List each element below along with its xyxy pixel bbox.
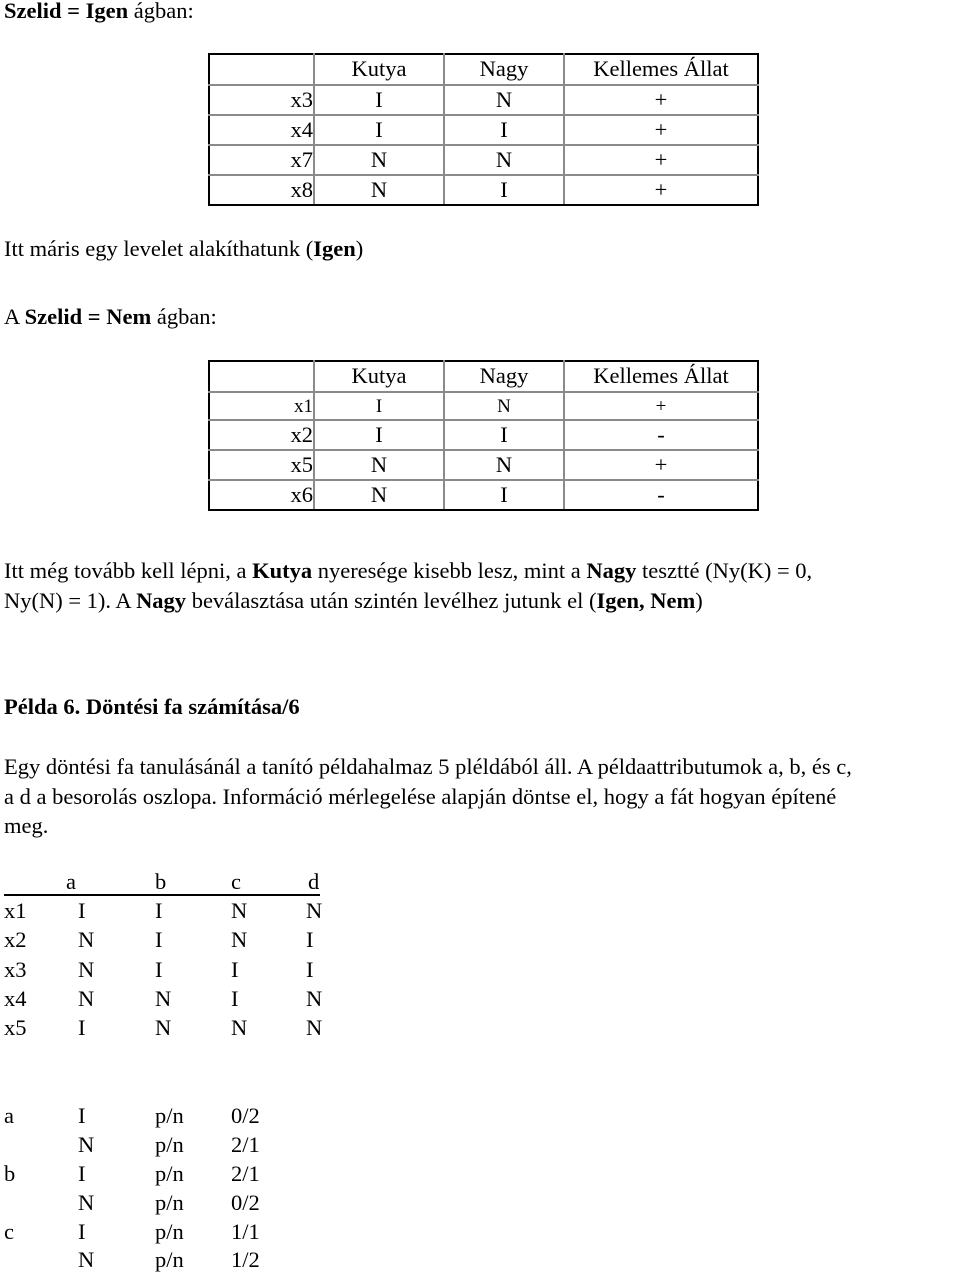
explanation-line-1 [4, 556, 812, 585]
pn-count: 1/1 [231, 1219, 260, 1244]
header-cell [209, 54, 314, 85]
table-cell: x5 [4, 1015, 27, 1040]
table-cell: I [444, 175, 564, 205]
header-cell: Kellemes Állat [564, 361, 758, 392]
table-cell: N [78, 927, 95, 952]
table-cell: I [444, 420, 564, 450]
leaf-values: Igen, Nem [596, 588, 696, 613]
leaf-sentence-start: Itt máris egy levelet alakíthatunk ( [4, 236, 314, 261]
table-cell: N [155, 986, 172, 1011]
text-run: Itt még tovább kell lépni, a [4, 558, 253, 583]
table-cell: N [444, 450, 564, 480]
table-cell: N [314, 450, 444, 480]
nem-branch-prefix: A [4, 304, 25, 329]
table-cell: N [314, 480, 444, 510]
pn-label: p/n [155, 1103, 184, 1128]
nagy-term: Nagy [136, 588, 187, 613]
header-cell: Kutya [314, 54, 444, 85]
table-cell: N [78, 986, 95, 1011]
nem-branch-suffix: ágban: [151, 304, 217, 329]
nem-branch-heading [4, 302, 217, 331]
table-cell: N [306, 986, 323, 1011]
value-cell: N [78, 1190, 95, 1215]
table-cell: x4 [209, 115, 314, 145]
table-cell: N [444, 392, 564, 420]
pn-label: p/n [155, 1247, 184, 1272]
table-cell: I [78, 898, 86, 923]
header-cell: Kutya [314, 361, 444, 392]
table-cell: I [314, 85, 444, 115]
table-cell: I [314, 392, 444, 420]
table-cell: I [231, 986, 239, 1011]
table-header-row [209, 54, 758, 85]
table-cell: + [564, 85, 758, 115]
text-run: beválasztása után szintén levélhez jutunk el ( [186, 588, 597, 613]
value-cell: I [78, 1161, 86, 1186]
table-cell: I [314, 420, 444, 450]
value-cell: N [78, 1247, 95, 1272]
table-cell: N [231, 898, 248, 923]
table-row [209, 85, 758, 115]
table-cell: x1 [209, 392, 314, 420]
table-cell: + [564, 450, 758, 480]
table-cell: + [564, 115, 758, 145]
header-cell: Kellemes Állat [564, 54, 758, 85]
text-run: Ny(N) = 1). A [4, 588, 137, 613]
table-cell: N [155, 1015, 172, 1040]
pn-label: p/n [155, 1190, 184, 1215]
table-cell: N [306, 898, 323, 923]
table-row [209, 480, 758, 510]
header-cell: d [308, 869, 320, 894]
pn-count: 2/1 [231, 1132, 260, 1157]
table-cell: x3 [209, 85, 314, 115]
table-row [209, 392, 758, 420]
explanation-line-2 [4, 586, 703, 615]
table-cell: N [314, 145, 444, 175]
table-row [209, 115, 758, 145]
header-cell: a [66, 869, 76, 894]
table-cell: x6 [209, 480, 314, 510]
table-cell: N [231, 927, 248, 952]
header-cell: c [231, 869, 241, 894]
leaf-sentence-end: ) [355, 236, 364, 261]
table-cell: I [155, 957, 163, 982]
table-row [209, 145, 758, 175]
table-cell: x2 [4, 927, 27, 952]
table-cell: x1 [4, 898, 27, 923]
value-cell: I [78, 1103, 86, 1128]
task-line-1: Egy döntési fa tanulásánál a tanító példahalmaz 5 pléldából áll. A példaattributumok a, b, és c, [4, 754, 852, 779]
igen-branch-table [208, 53, 759, 206]
table-row [209, 420, 758, 450]
table-cell: I [314, 115, 444, 145]
leaf-sentence [4, 234, 363, 263]
table-cell: N [444, 85, 564, 115]
table-cell: I [155, 898, 163, 923]
table-cell: N [231, 1015, 248, 1040]
text-run: nyeresége kisebb lesz, mint a [312, 558, 587, 583]
table-row [209, 450, 758, 480]
leaf-value: Igen [313, 236, 356, 261]
table-cell: - [564, 420, 758, 450]
table-cell: x7 [209, 145, 314, 175]
table-cell: I [306, 927, 314, 952]
pn-label: p/n [155, 1132, 184, 1157]
table-cell: N [306, 1015, 323, 1040]
text-run: ) [695, 588, 703, 613]
table-cell: N [314, 175, 444, 205]
task-line-2: a d a besorolás oszlopa. Információ mérlegelése alapján döntse el, hogy a fát hogyan építené [4, 784, 837, 809]
task-line-3: meg. [4, 813, 49, 838]
table-cell: I [155, 927, 163, 952]
igen-branch-suffix: ágban: [128, 0, 194, 23]
igen-branch-condition: Szelid = Igen [4, 0, 129, 23]
table-row [209, 175, 758, 205]
example-title: Példa 6. Döntési fa számítása/6 [4, 694, 300, 719]
table-cell: I [78, 1015, 86, 1040]
table-cell: I [306, 957, 314, 982]
pn-count: 0/2 [231, 1190, 260, 1215]
table-header-row [0, 867, 340, 896]
table-cell: + [564, 145, 758, 175]
table-cell: x2 [209, 420, 314, 450]
table-cell: x5 [209, 450, 314, 480]
table-cell: x8 [209, 175, 314, 205]
header-cell: Nagy [444, 361, 564, 392]
value-cell: N [78, 1132, 95, 1157]
text-run: tesztté (Ny(K) = 0, [636, 558, 813, 583]
header-cell: b [155, 869, 167, 894]
table-cell: + [564, 392, 758, 420]
table-cell: x3 [4, 957, 27, 982]
attribute-cell: b [4, 1161, 16, 1186]
table-cell: x4 [4, 986, 27, 1011]
pn-count: 0/2 [231, 1103, 260, 1128]
table-cell: - [564, 480, 758, 510]
table-cell: + [564, 175, 758, 205]
kutya-term: Kutya [252, 558, 313, 583]
attribute-cell: c [4, 1219, 14, 1244]
value-cell: I [78, 1219, 86, 1244]
attribute-cell: a [4, 1103, 14, 1128]
table-cell: N [78, 957, 95, 982]
nagy-term: Nagy [586, 558, 637, 583]
header-cell: Nagy [444, 54, 564, 85]
pn-count: 2/1 [231, 1161, 260, 1186]
table-cell: I [444, 480, 564, 510]
table-cell: I [231, 957, 239, 982]
nem-branch-table [208, 360, 759, 511]
pn-label: p/n [155, 1219, 184, 1244]
nem-branch-condition: Szelid = Nem [24, 304, 152, 329]
header-cell [209, 361, 314, 392]
table-cell: I [444, 115, 564, 145]
table-cell: N [444, 145, 564, 175]
pn-label: p/n [155, 1161, 184, 1186]
pn-count: 1/2 [231, 1247, 260, 1272]
table-header-row [209, 361, 758, 392]
igen-branch-heading [4, 0, 194, 25]
